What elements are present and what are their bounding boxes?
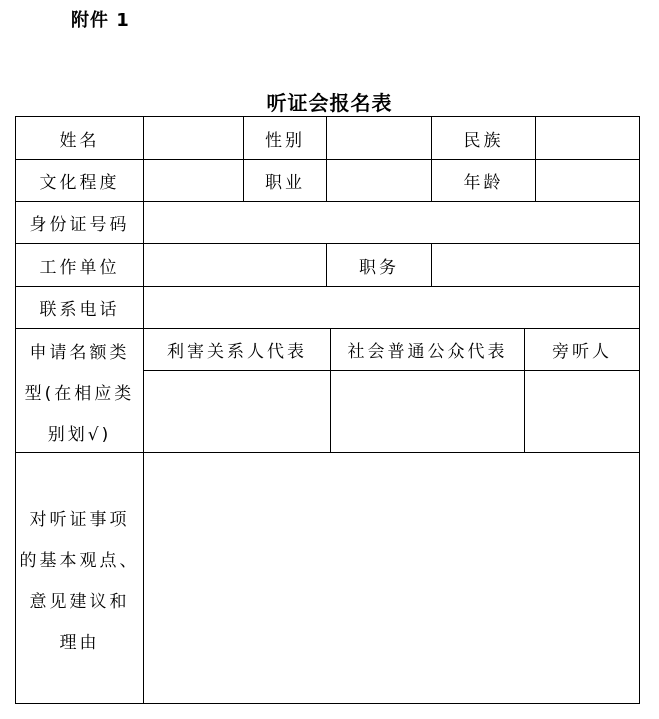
quota-type-label	[16, 333, 143, 456]
grid-line	[639, 116, 640, 704]
views-label-line: 对听证事项	[29, 510, 130, 530]
check-cell-auditor[interactable]	[525, 371, 639, 452]
workplace-label: 工作单位	[39, 257, 120, 278]
name-label: 姓名	[59, 130, 100, 151]
age-field[interactable]	[536, 160, 639, 201]
quota-type-label-line: 申请名额类	[29, 343, 130, 363]
id-number-label: 身份证号码	[29, 215, 130, 235]
views-label-line: 理由	[59, 633, 100, 653]
education-field[interactable]	[144, 160, 243, 201]
form-title: 听证会报名表	[266, 91, 393, 115]
option-auditor: 旁听人	[552, 342, 612, 362]
education-label: 文化程度	[39, 173, 120, 193]
id-number-field[interactable]	[144, 202, 639, 243]
phone-label: 联系电话	[39, 300, 120, 320]
views-field[interactable]	[144, 453, 639, 703]
quota-type-label-line: 型(在相应类	[24, 384, 135, 404]
position-label: 职务	[359, 257, 399, 278]
workplace-field[interactable]	[144, 244, 326, 286]
ethnicity-label: 民族	[463, 130, 504, 151]
option-stakeholder-representative: 利害关系人代表	[167, 342, 307, 362]
position-field[interactable]	[432, 244, 639, 286]
views-label-line: 意见建议和	[29, 592, 130, 612]
name-field[interactable]	[144, 117, 243, 159]
gender-label: 性别	[265, 130, 305, 151]
occupation-label: 职业	[265, 173, 305, 193]
phone-field[interactable]	[144, 287, 639, 328]
check-cell-public[interactable]	[331, 371, 524, 452]
views-label-line: 的基本观点、	[19, 551, 140, 571]
ethnicity-field[interactable]	[536, 117, 639, 159]
quota-type-label-line: 别划√)	[47, 425, 112, 445]
option-public-representative: 社会普通公众代表	[347, 342, 508, 362]
grid-line	[15, 703, 640, 704]
check-cell-stakeholder[interactable]	[144, 371, 330, 452]
gender-field[interactable]	[327, 117, 431, 159]
occupation-field[interactable]	[327, 160, 431, 201]
views-label	[16, 500, 143, 664]
age-label: 年龄	[463, 173, 504, 193]
attachment-label: 附件 1	[71, 10, 130, 31]
